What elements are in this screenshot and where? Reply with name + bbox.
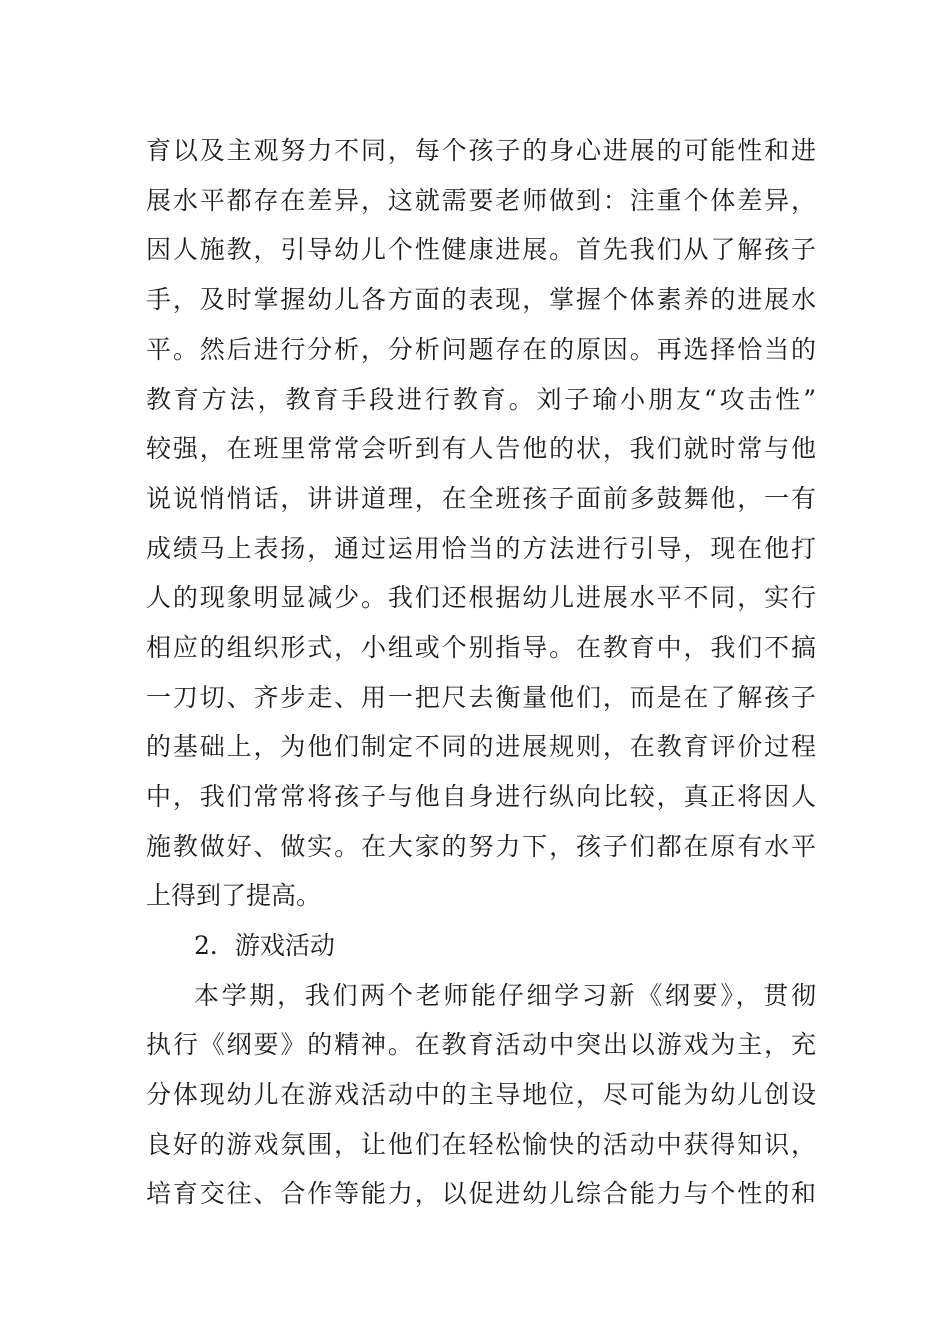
text-line-6: 教育方法，教育手段进行教育。刘子瑜小朋友“攻击性” bbox=[146, 385, 816, 414]
text-line-14: 中，我们常常将孩子与他自身进行纵向比较，真正将因人 bbox=[146, 782, 816, 811]
text-line-4: 手，及时掌握幼儿各方面的表现，掌握个体素养的进展水 bbox=[146, 285, 816, 314]
text-line-20: 分体现幼儿在游戏活动中的主导地位，尽可能为幼儿创设 bbox=[146, 1080, 816, 1109]
text-line-10: 人的现象明显减少。我们还根据幼儿进展水平不同，实行 bbox=[146, 583, 816, 612]
text-line-7: 较强，在班里常常会听到有人告他的状，我们就时常与他 bbox=[146, 434, 816, 463]
section-heading: 2．游戏活动 bbox=[194, 931, 335, 960]
text-line-2: 展水平都存在差异，这就需要老师做到：注重个体差异， bbox=[146, 186, 816, 215]
text-line-18: 本学期，我们两个老师能仔细学习新《纲要》，贯彻 bbox=[194, 981, 816, 1010]
text-line-22: 培育交往、合作等能力，以促进幼儿综合能力与个性的和 bbox=[146, 1179, 816, 1208]
text-line-5: 平。然后进行分析，分析问题存在的原因。再选择恰当的 bbox=[146, 335, 816, 364]
text-line-11: 相应的组织形式，小组或个别指导。在教育中，我们不搞 bbox=[146, 633, 816, 662]
text-line-16: 上得到了提高。 bbox=[146, 881, 322, 910]
text-line-12: 一刀切、齐步走、用一把尺去衡量他们，而是在了解孩子 bbox=[146, 683, 816, 712]
text-line-9: 成绩马上表扬，通过运用恰当的方法进行引导，现在他打 bbox=[146, 534, 816, 563]
text-line-21: 良好的游戏氛围，让他们在轻松愉快的活动中获得知识， bbox=[146, 1130, 816, 1159]
text-line-3: 因人施教，引导幼儿个性健康进展。首先我们从了解孩子 bbox=[146, 235, 816, 264]
text-line-8: 说说悄悄话，讲讲道理，在全班孩子面前多鼓舞他，一有 bbox=[146, 484, 816, 513]
text-line-1: 育以及主观努力不同，每个孩子的身心进展的可能性和进 bbox=[146, 136, 816, 165]
text-line-13: 的基础上，为他们制定不同的进展规则，在教育评价过程 bbox=[146, 732, 816, 761]
text-line-15: 施教做好、做实。在大家的努力下，孩子们都在原有水平 bbox=[146, 832, 816, 861]
text-line-19: 执行《纲要》的精神。在教育活动中突出以游戏为主，充 bbox=[146, 1030, 816, 1059]
